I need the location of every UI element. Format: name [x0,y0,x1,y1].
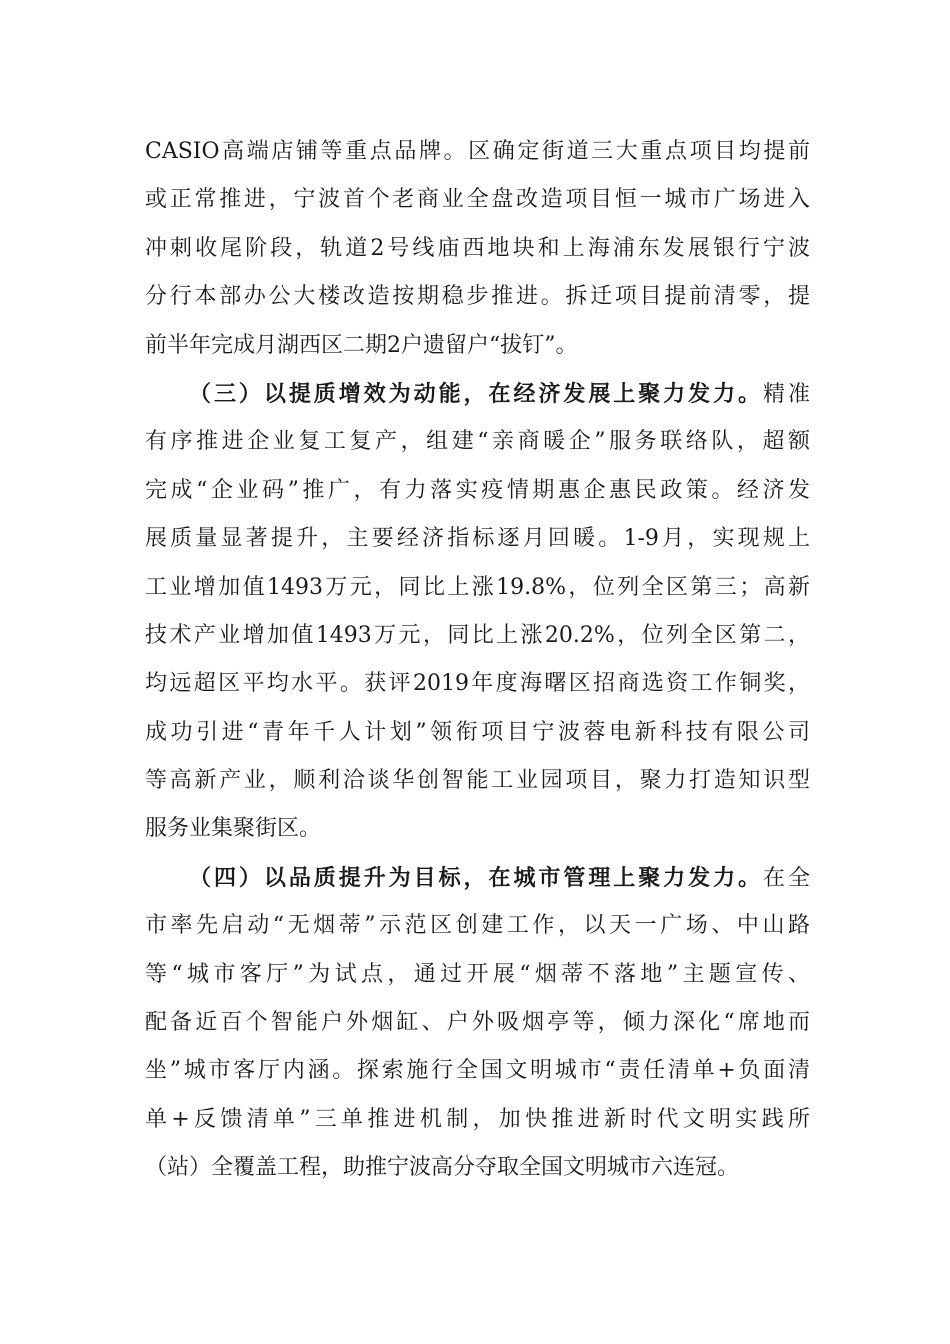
text-run: 精准 [763,381,810,407]
section-heading-4: （四）以品质提升为目标，在城市管理上聚力发力。 [189,864,764,891]
paragraph-first-line [145,854,810,902]
text-line: 前半年完成月湖西区二期2户遗留户“拔钉”。 [145,332,578,358]
text-line: 等高新产业，顺利洽谈华创智能工业园项目，聚力打造知识型 [145,768,810,794]
paragraph-1 [145,128,810,370]
text-line: 等“城市客厅”为试点，通过开展“烟蒂不落地”主题宣传、 [145,961,810,987]
text-line: 坐”城市客厅内涵。探索施行全国文明城市“责任清单+负面清 [145,1058,810,1084]
paragraph-3 [145,854,810,1193]
text-line: 技术产业增加值1493万元，同比上涨20.2%，位列全区第二， [145,622,810,648]
text-line: 市率先启动“无烟蒂”示范区创建工作，以天一广场、中山路 [145,913,810,939]
text-run: 在全 [763,865,810,891]
text-line: 分行本部办公大楼改造按期稳步推进。拆迁项目提前清零，提 [145,284,810,310]
text-line: （站）全覆盖工程，助推宁波高分夺取全国文明城市六连冠。 [145,1155,740,1181]
text-line: 均远超区平均水平。获评2019年度海曙区招商选资工作铜奖， [145,671,810,697]
text-line: 服务业集聚街区。 [145,816,322,842]
text-line: 完成“企业码”推广，有力落实疫情期惠企惠民政策。经济发 [145,477,810,503]
text-line: 工业增加值1493万元，同比上涨19.8%，位列全区第三；高新 [145,574,810,600]
text-line: 有序推进企业复工复产，组建“亲商暖企”服务联络队，超额 [145,429,810,455]
text-line: 冲刺收尾阶段，轨道2号线庙西地块和上海浦东发展银行宁波 [145,235,810,261]
paragraph-2 [145,370,810,854]
text-line: 配备近百个智能户外烟缸、户外吸烟亭等，倾力深化“席地而 [145,1010,810,1036]
document-body [145,128,810,1193]
text-line: CASIO高端店铺等重点品牌。区确定街道三大重点项目均提前 [145,139,810,164]
paragraph-first-line [145,370,810,418]
section-heading-3: （三）以提质增效为动能，在经济发展上聚力发力。 [189,380,764,407]
text-line: 或正常推进，宁波首个老商业全盘改造项目恒一城市广场进入 [145,187,810,213]
text-line: 展质量显著提升，主要经济指标逐月回暖。1-9月，实现规上 [145,526,810,552]
text-line: 成功引进“青年千人计划”领衔项目宁波蓉电新科技有限公司 [145,719,810,745]
text-line: 单+反馈清单”三单推进机制，加快推进新时代文明实践所 [145,1106,810,1132]
